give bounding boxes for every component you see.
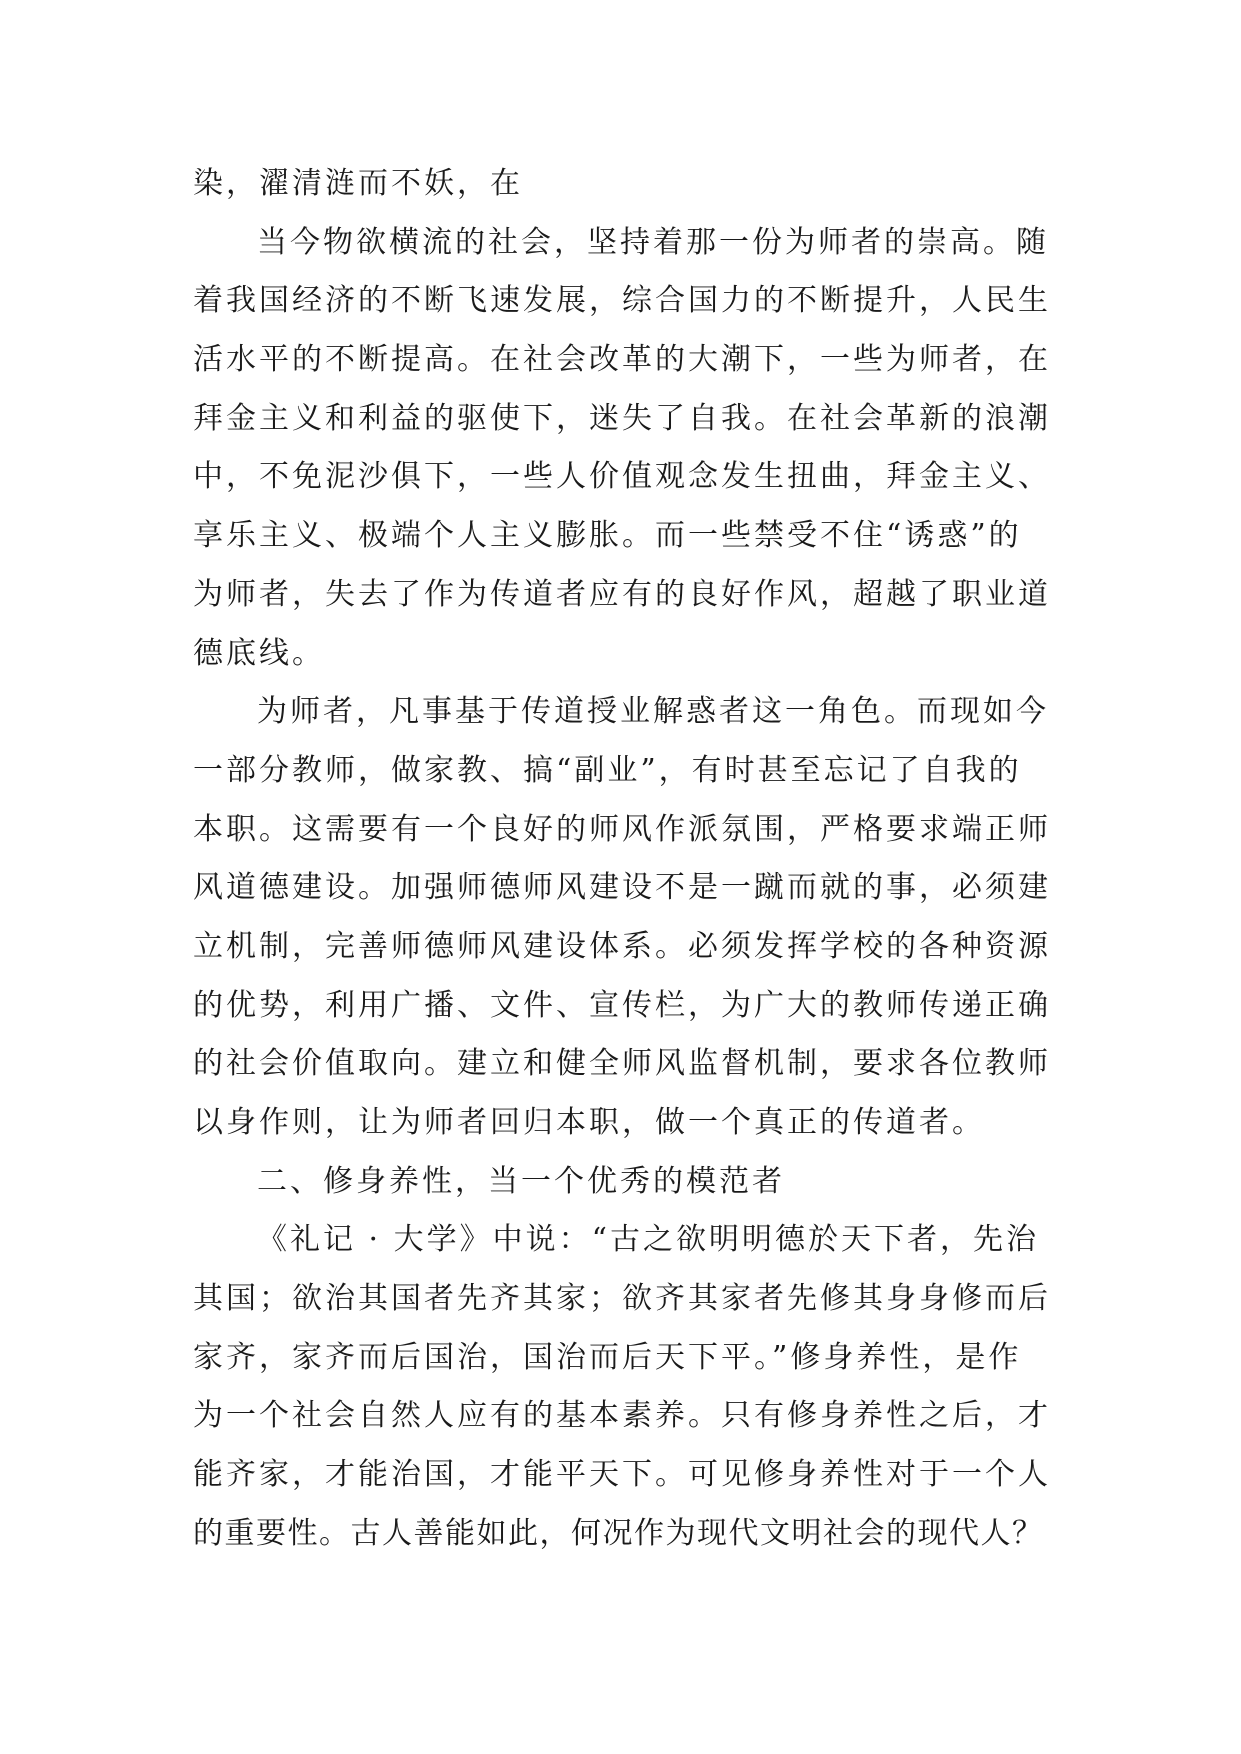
document-body bbox=[193, 155, 1053, 1564]
text-line: 风道德建设。加强师德师风建设不是一蹴而就的事，必须建 bbox=[193, 870, 1051, 906]
text-line: 以身作则，让为师者回归本职，做一个真正的传道者。 bbox=[193, 1105, 985, 1140]
text-line: 的重要性。古人善能如此，何况作为现代文明社会的现代人？ bbox=[193, 1515, 1044, 1551]
section-heading: 二、修身养性，当一个优秀的模范者 bbox=[257, 1163, 785, 1199]
text-line: 立机制，完善师德师风建设体系。必须发挥学校的各种资源 bbox=[193, 928, 1051, 964]
text-line: 染，濯清涟而不妖，在 bbox=[193, 166, 523, 201]
text-line: 当今物欲横流的社会，坚持着那一份为师者的崇高。随 bbox=[257, 224, 1049, 260]
text-line: 中，不免泥沙俱下，一些人价值观念发生扭曲，拜金主义、 bbox=[193, 459, 1051, 495]
text-line: 《礼记 · 大学》中说：“古之欲明明德於天下者，先治 bbox=[257, 1222, 1039, 1258]
text-line: 着我国经济的不断飞速发展，综合国力的不断提升，人民生 bbox=[193, 283, 1051, 319]
text-line: 为一个社会自然人应有的基本素养。只有修身养性之后，才 bbox=[193, 1398, 1051, 1434]
text-line: 本职。这需要有一个良好的师风作派氛围，严格要求端正师 bbox=[193, 811, 1051, 847]
text-line: 为师者，失去了作为传道者应有的良好作风，超越了职业道 bbox=[193, 576, 1051, 612]
text-line: 活水平的不断提高。在社会改革的大潮下，一些为师者，在 bbox=[193, 342, 1051, 378]
text-line: 为师者，凡事基于传道授业解惑者这一角色。而现如今 bbox=[257, 694, 1049, 730]
text-line: 一部分教师，做家教、搞“副业”，有时甚至忘记了自我的 bbox=[193, 752, 1022, 788]
text-line: 的优势，利用广播、文件、宣传栏，为广大的教师传递正确 bbox=[193, 987, 1051, 1023]
text-line: 德底线。 bbox=[193, 635, 325, 671]
text-line: 的社会价值取向。建立和健全师风监督机制，要求各位教师 bbox=[193, 1046, 1051, 1082]
text-line: 其国；欲治其国者先齐其家；欲齐其家者先修其身身修而后 bbox=[193, 1281, 1051, 1317]
text-line: 拜金主义和利益的驱使下，迷失了自我。在社会革新的浪潮 bbox=[193, 400, 1051, 436]
text-line: 家齐，家齐而后国治，国治而后天下平。”修身养性，是作 bbox=[193, 1339, 1022, 1375]
text-line: 享乐主义、极端个人主义膨胀。而一些禁受不住“诱惑”的 bbox=[193, 518, 1022, 554]
text-line: 能齐家，才能治国，才能平天下。可见修身养性对于一个人 bbox=[193, 1457, 1051, 1493]
